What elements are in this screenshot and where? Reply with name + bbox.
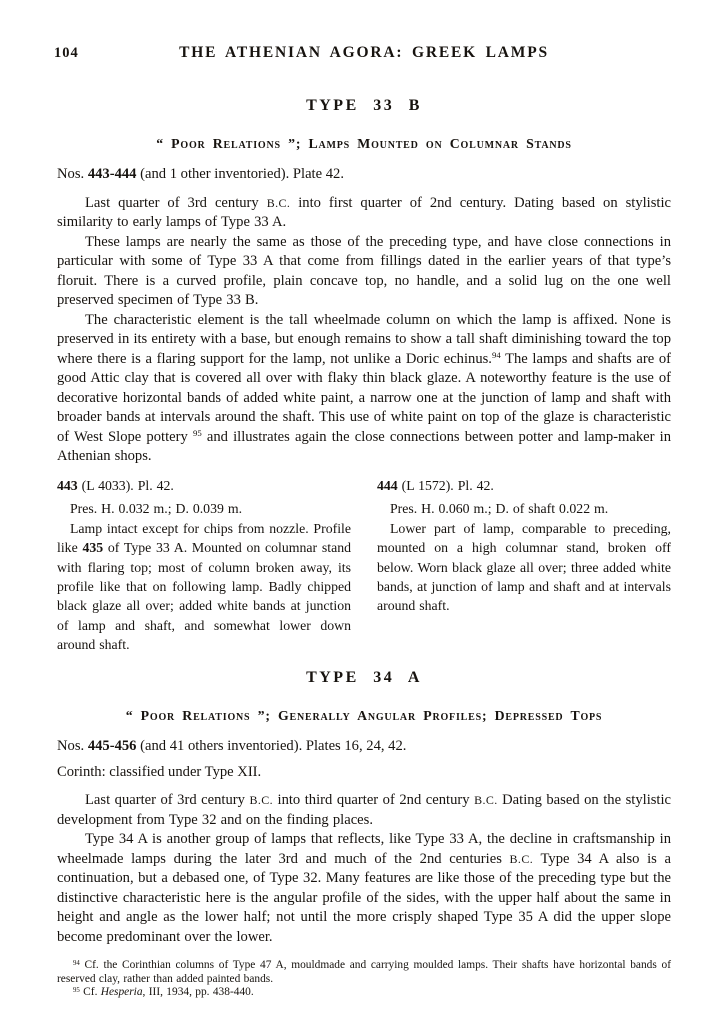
entry-444-description: Lower part of lamp, comparable to preceding, mounted on a high columnar stand, broken off below. Worn black glaze all over; three added white bands, at junction of lamp and shaft and at intervals around shaft. bbox=[377, 521, 671, 614]
section-heading-type-34a: TYPE 34 A bbox=[306, 669, 422, 687]
section-heading-type-33b: TYPE 33 B bbox=[306, 97, 422, 114]
page-number: 104 bbox=[54, 45, 79, 61]
catalog-range-line-33b: Nos. 443-444 (and 1 other inventoried). Plate 42. bbox=[57, 166, 344, 182]
catalog-entries bbox=[57, 476, 671, 655]
entry-443-dimensions: Pres. H. 0.032 m.; D. 0.039 m. bbox=[70, 500, 243, 516]
entry-443-header: 443 (L 4033). Pl. 42. bbox=[57, 477, 174, 493]
section-type-34a bbox=[57, 669, 671, 947]
page-header bbox=[54, 44, 671, 64]
corinth-classification-line: Corinth: classified under Type XII. bbox=[57, 763, 262, 780]
paragraph-dating-34a: Last quarter of 3rd century B.C. into third quarter of 2nd century B.C. Dating based on the stylistic development from Type 32 and on the finding places. bbox=[57, 792, 672, 828]
catalog-entry-443 bbox=[57, 476, 351, 655]
section-type-33b bbox=[57, 97, 671, 654]
paragraph-description-33b: The characteristic element is the tall wheelmade column on which the lamp is affixed. None is preserved in its entirety with a base, but enough remains to show a tall shaft diminishing toward the top where there is a flaring support for the lamp, not unlike a Doric echinus.$^{94}$ The lamps and shafts are of good Attic clay that is covered all over with flaky thin black glaze. A noteworthy feature is the use of decorative horizontal bands of added white paint, a narrow one at the junction of lamp and shaft with broader bands at intervals around the shaft. This use of white paint on top of the glaze is characteristic of West Slope pottery $^{95}$ and illustrates again the close connections between potter and lamp-maker in Athenian shops. bbox=[57, 311, 672, 464]
paragraph-description-34a: Type 34 A is another group of lamps that reflects, like Type 33 A, the decline in craftsmanship in wheelmade lamps during the later 3rd and much of the 2nd centuries B.C. Type 34 A also is a continuation, but a debased one, of Type 32. Many features are like those of the preceding type but the distinctive characteristic here is the angular profile of the sides, with the upper half about the same in height and angle as the lower half; not until the more crisply shaped Type 35 A did the upper slope become predominant over the lower. bbox=[57, 831, 671, 945]
footnote-95: $^{95}$ Cf. Hesperia, III, 1934, pp. 438-440. bbox=[73, 986, 254, 999]
paragraph-dating-33b: Last quarter of 3rd century B.C. into first quarter of 2nd century. Dating based on stylistic similarity to early lamps of Type 33 A. bbox=[57, 194, 671, 230]
footnote-94: $^{94}$ Cf. the Corinthian columns of Type 47 A, mouldmade and carrying moulded lamps. Their shafts have horizontal bands of reserved clay, rather than added painted bands. bbox=[57, 959, 671, 985]
entry-444-header: 444 (L 1572). Pl. 42. bbox=[377, 477, 494, 493]
paragraph-comparison-33b: These lamps are nearly the same as those of the preceding type, and have close connections in particular with some of Type 33 A that come from fillings dated in the earlier years of that type’s floruit. There is a curved profile, plain concave top, no handle, and a solid lug on the one well preserved specimen of Type 33 B. bbox=[57, 233, 671, 308]
entry-443-description: Lamp intact except for chips from nozzle. Profile like 435 of Type 33 A. Mounted on columnar stand with flaring top; most of column broken away, its profile like that on following lamp. Badly chipped black glaze all over; added white bands at junction of lamp and shaft, and somewhat lower down around shaft. bbox=[57, 521, 351, 652]
entry-444-dimensions: Pres. H. 0.060 m.; D. of shaft 0.022 m. bbox=[390, 500, 609, 516]
catalog-entry-444 bbox=[377, 476, 671, 655]
catalog-range-line-34a: Nos. 445-456 (and 41 others inventoried). Plates 16, 24, 42. bbox=[57, 738, 407, 755]
section-subheading-type-34a: “ Poor Relations ”; Generally Angular Profiles; Depressed Tops bbox=[125, 708, 603, 724]
running-title: THE ATHENIAN AGORA: GREEK LAMPS bbox=[179, 44, 549, 61]
footnotes bbox=[57, 959, 671, 1000]
section-subheading-type-33b: “ Poor Relations ”; Lamps Mounted on Columnar Stands bbox=[156, 136, 572, 151]
